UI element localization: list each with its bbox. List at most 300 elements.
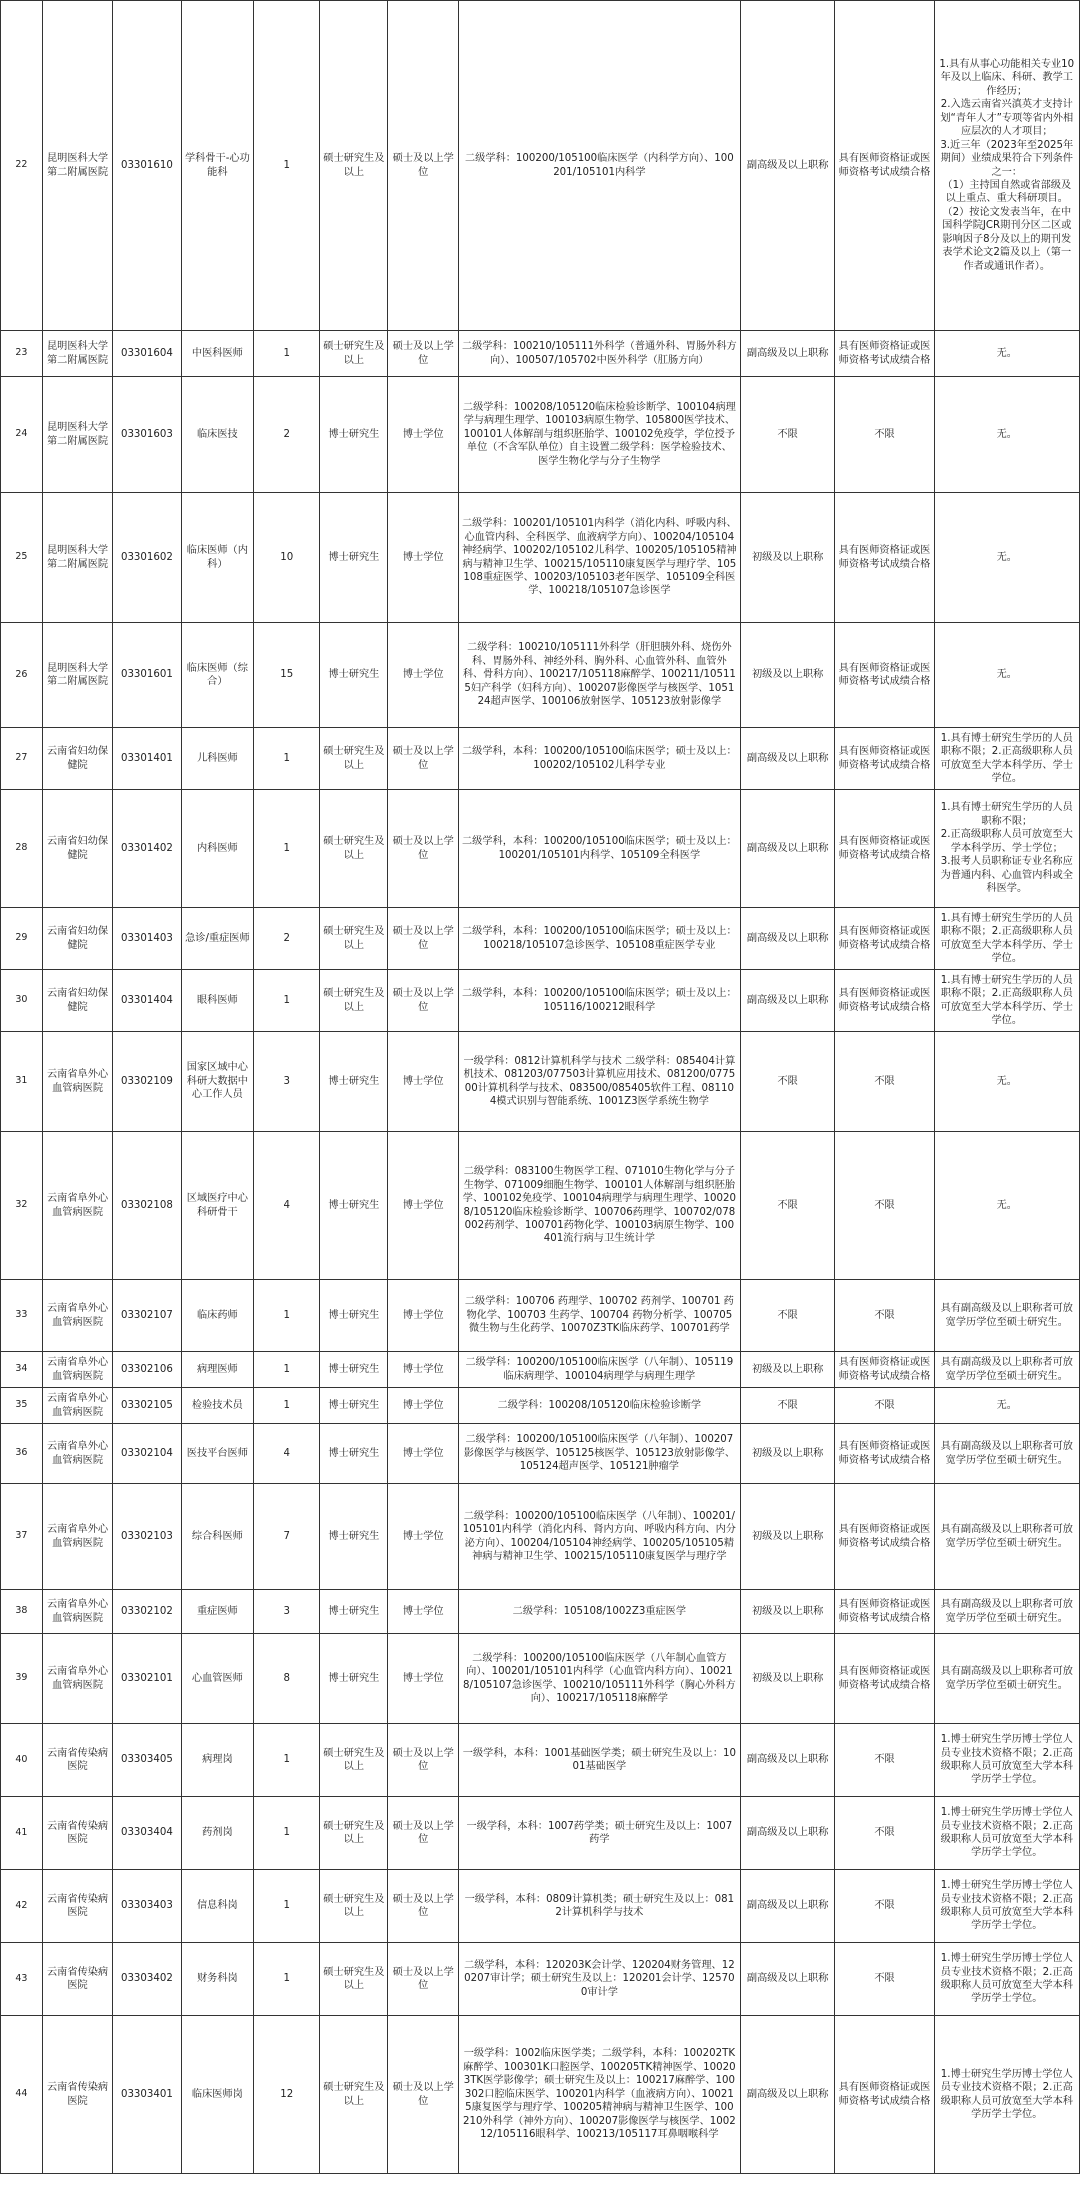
row-number: 38 (1, 1590, 43, 1634)
employer-unit: 昆明医科大学第二附属医院 (42, 1, 112, 331)
hiring-count: 1 (254, 1870, 320, 1943)
qualification-requirement: 不限 (835, 1032, 934, 1132)
education-requirement: 博士研究生 (320, 377, 388, 493)
title-requirement: 副高级及以上职称 (740, 1797, 835, 1870)
remark-line: 1.具有从事心功能相关专业10年及以上临床、科研、教学工作经历； (939, 58, 1075, 97)
remarks (934, 1634, 1079, 1724)
major-requirement: 二级学科：100200/105100临床医学（内科学方向）、100201/105101内科学 (458, 1, 740, 331)
row-number: 36 (1, 1424, 43, 1484)
row-number: 32 (1, 1132, 43, 1280)
position-code: 03303404 (113, 1797, 181, 1870)
education-requirement: 博士研究生 (320, 493, 388, 623)
table-body (1, 1, 1080, 2174)
degree-requirement: 硕士及以上学位 (388, 908, 458, 970)
title-requirement: 初级及以上职称 (740, 1634, 835, 1724)
table-row (1, 790, 1080, 908)
hiring-count: 1 (254, 1352, 320, 1388)
employer-unit: 云南省阜外心血管病医院 (42, 1280, 112, 1352)
table-row (1, 331, 1080, 377)
remark-line: 具有副高级及以上职称者可放宽学历学位至硕士研究生。 (940, 1599, 1073, 1624)
education-requirement: 硕士研究生及以上 (320, 790, 388, 908)
education-requirement: 硕士研究生及以上 (320, 1797, 388, 1870)
major-requirement: 二级学科，本科：100200/105100临床医学；硕士及以上：100201/105101内科学、105109全科医学 (458, 790, 740, 908)
degree-requirement: 博士学位 (388, 493, 458, 623)
position-code: 03302108 (113, 1132, 181, 1280)
remarks (934, 1352, 1079, 1388)
employer-unit: 云南省妇幼保健院 (42, 970, 112, 1032)
employer-unit: 云南省妇幼保健院 (42, 728, 112, 790)
remarks (934, 1943, 1079, 2016)
title-requirement: 副高级及以上职称 (740, 1, 835, 331)
remark-line: 无。 (996, 1199, 1017, 1211)
hiring-count: 2 (254, 377, 320, 493)
major-requirement: 二级学科，本科：100200/105100临床医学；硕士及以上：100202/105102儿科学专业 (458, 728, 740, 790)
remark-line: 1.博士研究生学历博士学位人员专业技术资格不限；2.正高级职称人员可放宽至大学本科学历学士学位。 (940, 1734, 1073, 1786)
remark-line: 1.博士研究生学历博士学位人员专业技术资格不限；2.正高级职称人员可放宽至大学本科学历学士学位。 (940, 1807, 1073, 1859)
major-requirement: 二级学科：100201/105101内科学（消化内科、呼吸内科、心血管内科、全科医学、血液病学方向）、100204/105104神经病学、100202/105102儿科学、100205/105105精神病与精神卫生学、100215/105110康复医学与理疗学、105108重症医学、100203/105103老年医学、105109全科医学、100218/105107急诊医学 (458, 493, 740, 623)
hiring-count: 3 (254, 1590, 320, 1634)
degree-requirement: 硕士及以上学位 (388, 1943, 458, 2016)
row-number: 44 (1, 2016, 43, 2174)
hiring-count: 1 (254, 970, 320, 1032)
title-requirement: 初级及以上职称 (740, 1424, 835, 1484)
remarks (934, 1590, 1079, 1634)
title-requirement: 不限 (740, 377, 835, 493)
education-requirement: 博士研究生 (320, 1484, 388, 1590)
position-code: 03301602 (113, 493, 181, 623)
table-row (1, 728, 1080, 790)
remarks (934, 1424, 1079, 1484)
remark-line: 1.博士研究生学历博士学位人员专业技术资格不限；2.正高级职称人员可放宽至大学本科学历学士学位。 (940, 1953, 1073, 2005)
qualification-requirement: 不限 (835, 1280, 934, 1352)
remarks (934, 1388, 1079, 1424)
title-requirement: 副高级及以上职称 (740, 1870, 835, 1943)
table-row (1, 1388, 1080, 1424)
major-requirement: 二级学科，本科：120203K会计学、120204财务管理、120207审计学；硕士研究生及以上：120201会计学、125700审计学 (458, 1943, 740, 2016)
hiring-count: 1 (254, 728, 320, 790)
remark-line: 具有副高级及以上职称者可放宽学历学位至硕士研究生。 (940, 1303, 1073, 1328)
major-requirement: 二级学科：100210/105111外科学（肝胆胰外科、烧伤外科、胃肠外科、神经外科、胸外科、心血管外科、血管外科、骨科方向）、100217/105118麻醉学、100211/105115妇产科学（妇科方向）、100207影像医学与核医学、105124超声医学、100106放射医学、105123放射影像学 (458, 623, 740, 728)
position-code: 03301403 (113, 908, 181, 970)
degree-requirement: 硕士及以上学位 (388, 2016, 458, 2174)
remark-line: 无。 (996, 347, 1017, 359)
remark-line: 具有副高级及以上职称者可放宽学历学位至硕士研究生。 (940, 1666, 1073, 1691)
row-number: 40 (1, 1724, 43, 1797)
position-name: 病理医师 (181, 1352, 254, 1388)
row-number: 22 (1, 1, 43, 331)
position-code: 03302107 (113, 1280, 181, 1352)
qualification-requirement: 不限 (835, 1870, 934, 1943)
remarks (934, 377, 1079, 493)
remark-line: （1）主持国自然或省部级及以上重点、重大科研项目。 (942, 179, 1072, 205)
position-name: 临床医师（综合） (181, 623, 254, 728)
position-name: 区域医疗中心科研骨干 (181, 1132, 254, 1280)
education-requirement: 硕士研究生及以上 (320, 1724, 388, 1797)
remarks (934, 493, 1079, 623)
remarks (934, 970, 1079, 1032)
remark-line: 1.具有博士研究生学历的人员职称不限；2.正高级职称人员可放宽至大学本科学历、学士学位。 (940, 732, 1073, 784)
qualification-requirement: 具有医师资格证或医师资格考试成绩合格 (835, 908, 934, 970)
hiring-count: 1 (254, 1797, 320, 1870)
qualification-requirement: 具有医师资格证或医师资格考试成绩合格 (835, 1352, 934, 1388)
education-requirement: 硕士研究生及以上 (320, 331, 388, 377)
position-name: 病理岗 (181, 1724, 254, 1797)
title-requirement: 副高级及以上职称 (740, 1724, 835, 1797)
position-code: 03301404 (113, 970, 181, 1032)
major-requirement: 二级学科，本科：100200/105100临床医学；硕士及以上：100218/105107急诊医学、105108重症医学专业 (458, 908, 740, 970)
remarks (934, 1032, 1079, 1132)
table-row (1, 1484, 1080, 1590)
position-name: 信息科岗 (181, 1870, 254, 1943)
degree-requirement: 硕士及以上学位 (388, 1870, 458, 1943)
hiring-count: 2 (254, 908, 320, 970)
education-requirement: 硕士研究生及以上 (320, 728, 388, 790)
qualification-requirement: 不限 (835, 377, 934, 493)
position-code: 03301401 (113, 728, 181, 790)
remarks (934, 908, 1079, 970)
major-requirement: 二级学科：083100生物医学工程、071010生物化学与分子生物学、071009细胞生物学、100101人体解剖与组织胚胎学、100102免疫学、100104病理学与病理生理学、100208/105120临床检验诊断学、100706药理学、100702/078002药剂学、100701药物化学、100103病原生物学、100401流行病与卫生统计学 (458, 1132, 740, 1280)
qualification-requirement: 不限 (835, 1724, 934, 1797)
remarks (934, 728, 1079, 790)
remark-line: 2.入选云南省兴滇英才支持计划“青年人才”专项等省内外相应层次的人才项目； (940, 99, 1074, 138)
position-code: 03301603 (113, 377, 181, 493)
position-code: 03303403 (113, 1870, 181, 1943)
position-name: 中医科医师 (181, 331, 254, 377)
major-requirement: 二级学科：100208/105120临床检验诊断学、100104病理学与病理生理学、100103病原生物学、105800医学技术、100101人体解剖与组织胚胎学、100102免疫学，学位授予单位（不含军队单位）自主设置二级学科：医学检验技术、医学生物化学与分子生物学 (458, 377, 740, 493)
position-name: 急诊/重症医师 (181, 908, 254, 970)
position-code: 03302101 (113, 1634, 181, 1724)
employer-unit: 云南省传染病医院 (42, 1870, 112, 1943)
position-code: 03302109 (113, 1032, 181, 1132)
remark-line: 无。 (996, 428, 1017, 440)
position-name: 临床药师 (181, 1280, 254, 1352)
degree-requirement: 博士学位 (388, 1484, 458, 1590)
degree-requirement: 硕士及以上学位 (388, 790, 458, 908)
hiring-count: 8 (254, 1634, 320, 1724)
education-requirement: 硕士研究生及以上 (320, 908, 388, 970)
row-number: 31 (1, 1032, 43, 1132)
title-requirement: 副高级及以上职称 (740, 1943, 835, 2016)
qualification-requirement: 具有医师资格证或医师资格考试成绩合格 (835, 1634, 934, 1724)
position-code: 03303402 (113, 1943, 181, 2016)
employer-unit: 昆明医科大学第二附属医院 (42, 493, 112, 623)
degree-requirement: 博士学位 (388, 1424, 458, 1484)
position-name: 检验技术员 (181, 1388, 254, 1424)
position-name: 重症医师 (181, 1590, 254, 1634)
title-requirement: 副高级及以上职称 (740, 908, 835, 970)
position-name: 内科医师 (181, 790, 254, 908)
position-name: 药剂岗 (181, 1797, 254, 1870)
remarks (934, 1132, 1079, 1280)
hiring-count: 1 (254, 1388, 320, 1424)
degree-requirement: 博士学位 (388, 623, 458, 728)
degree-requirement: 硕士及以上学位 (388, 728, 458, 790)
education-requirement: 硕士研究生及以上 (320, 2016, 388, 2174)
education-requirement: 博士研究生 (320, 1280, 388, 1352)
employer-unit: 昆明医科大学第二附属医院 (42, 623, 112, 728)
employer-unit: 云南省阜外心血管病医院 (42, 1132, 112, 1280)
row-number: 34 (1, 1352, 43, 1388)
remark-line: 1.具有博士研究生学历的人员职称不限； (940, 802, 1073, 827)
major-requirement: 一级学科，本科：1001基础医学类；硕士研究生及以上：1001基础医学 (458, 1724, 740, 1797)
qualification-requirement: 具有医师资格证或医师资格考试成绩合格 (835, 728, 934, 790)
degree-requirement: 博士学位 (388, 377, 458, 493)
remark-line: 3.近三年（2023年至2025年期间）业绩成果符合下列条件之一： (940, 139, 1074, 178)
remark-line: （2）按论文发表当年，在中国科学院JCR期刊分区二区或影响因子8分及以上的期刊发表学术论文2篇及以上（第一作者或通讯作者）。 (942, 206, 1072, 272)
major-requirement: 一级学科：1002临床医学类；二级学科，本科：100202TK麻醉学、100301K口腔医学、100205TK精神医学、100203TK医学影像学；硕士研究生及以上：100217麻醉学、100302口腔临床医学、100201内科学（血液病方向）、100215康复医学与理疗学、100205精神病与精神卫生医学、100210外科学（神外方向）、100207影像医学与核医学、100212/105116眼科学、100213/105117耳鼻咽喉科学 (458, 2016, 740, 2174)
position-code: 03301604 (113, 331, 181, 377)
remarks (934, 1280, 1079, 1352)
employer-unit: 云南省传染病医院 (42, 1797, 112, 1870)
table-row (1, 1424, 1080, 1484)
qualification-requirement: 不限 (835, 1797, 934, 1870)
title-requirement: 副高级及以上职称 (740, 331, 835, 377)
table-row (1, 908, 1080, 970)
title-requirement: 副高级及以上职称 (740, 970, 835, 1032)
employer-unit: 云南省传染病医院 (42, 1724, 112, 1797)
degree-requirement: 博士学位 (388, 1132, 458, 1280)
remark-line: 2.正高级职称人员可放宽至大学本科学历、学士学位； (940, 829, 1073, 854)
employer-unit: 昆明医科大学第二附属医院 (42, 377, 112, 493)
major-requirement: 二级学科：100200/105100临床医学（八年制）、100207影像医学与核医学、105125核医学、105123放射影像学、105124超声医学、105121肿瘤学 (458, 1424, 740, 1484)
qualification-requirement: 具有医师资格证或医师资格考试成绩合格 (835, 790, 934, 908)
major-requirement: 二级学科，本科：100200/105100临床医学；硕士及以上：105116/100212眼科学 (458, 970, 740, 1032)
row-number: 26 (1, 623, 43, 728)
major-requirement: 二级学科：100200/105100临床医学（八年制）、100201/105101内科学（消化内科、肾内方向、呼吸内科方向、内分泌方向）、100204/105104神经病学、100205/105105精神病与精神卫生学、100215/105110康复医学与理疗学 (458, 1484, 740, 1590)
table-row (1, 970, 1080, 1032)
education-requirement: 硕士研究生及以上 (320, 1870, 388, 1943)
row-number: 25 (1, 493, 43, 623)
hiring-count: 7 (254, 1484, 320, 1590)
major-requirement: 一级学科，本科：1007药学类；硕士研究生及以上：1007药学 (458, 1797, 740, 1870)
degree-requirement: 硕士及以上学位 (388, 1797, 458, 1870)
education-requirement: 硕士研究生及以上 (320, 1943, 388, 2016)
hiring-count: 15 (254, 623, 320, 728)
table-row (1, 1, 1080, 331)
position-name: 国家区域中心科研大数据中心工作人员 (181, 1032, 254, 1132)
degree-requirement: 硕士及以上学位 (388, 1, 458, 331)
education-requirement: 博士研究生 (320, 1352, 388, 1388)
table-row (1, 623, 1080, 728)
major-requirement: 二级学科：100200/105100临床医学（八年制心血管方向）、100201/105101内科学（心血管内科方向）、100218/105107急诊医学、100210/105111外科学（胸心外科方向）、100217/105118麻醉学 (458, 1634, 740, 1724)
qualification-requirement: 不限 (835, 1388, 934, 1424)
row-number: 43 (1, 1943, 43, 2016)
title-requirement: 副高级及以上职称 (740, 728, 835, 790)
employer-unit: 云南省传染病医院 (42, 1943, 112, 2016)
remark-line: 1.博士研究生学历博士学位人员专业技术资格不限；2.正高级职称人员可放宽至大学本科学历学士学位。 (940, 1880, 1073, 1932)
table-row (1, 1590, 1080, 1634)
remark-line: 具有副高级及以上职称者可放宽学历学位至硕士研究生。 (940, 1524, 1073, 1549)
major-requirement: 一级学科，本科：0809计算机类；硕士研究生及以上：0812计算机科学与技术 (458, 1870, 740, 1943)
position-code: 03302102 (113, 1590, 181, 1634)
table-row (1, 1870, 1080, 1943)
remark-line: 具有副高级及以上职称者可放宽学历学位至硕士研究生。 (940, 1441, 1073, 1466)
degree-requirement: 硕士及以上学位 (388, 1724, 458, 1797)
row-number: 41 (1, 1797, 43, 1870)
hiring-count: 12 (254, 2016, 320, 2174)
hiring-count: 1 (254, 1724, 320, 1797)
position-name: 医技平台医师 (181, 1424, 254, 1484)
title-requirement: 初级及以上职称 (740, 493, 835, 623)
remark-line: 1.具有博士研究生学历的人员职称不限；2.正高级职称人员可放宽至大学本科学历、学士学位。 (940, 974, 1073, 1026)
education-requirement: 硕士研究生及以上 (320, 1, 388, 331)
major-requirement: 二级学科：105108/1002Z3重症医学 (458, 1590, 740, 1634)
qualification-requirement: 具有医师资格证或医师资格考试成绩合格 (835, 2016, 934, 2174)
employer-unit: 云南省妇幼保健院 (42, 908, 112, 970)
hiring-count: 4 (254, 1132, 320, 1280)
position-name: 学科骨干-心功能科 (181, 1, 254, 331)
position-name: 心血管医师 (181, 1634, 254, 1724)
hiring-count: 1 (254, 331, 320, 377)
position-code: 03302106 (113, 1352, 181, 1388)
position-name: 儿科医师 (181, 728, 254, 790)
education-requirement: 博士研究生 (320, 1388, 388, 1424)
remarks (934, 1484, 1079, 1590)
employer-unit: 云南省阜外心血管病医院 (42, 1634, 112, 1724)
hiring-count: 4 (254, 1424, 320, 1484)
remarks (934, 790, 1079, 908)
degree-requirement: 博士学位 (388, 1388, 458, 1424)
table-row (1, 1797, 1080, 1870)
title-requirement: 不限 (740, 1032, 835, 1132)
position-code: 03301402 (113, 790, 181, 908)
employer-unit: 云南省阜外心血管病医院 (42, 1388, 112, 1424)
major-requirement: 二级学科：100208/105120临床检验诊断学 (458, 1388, 740, 1424)
remark-line: 无。 (996, 1399, 1017, 1411)
position-name: 财务科岗 (181, 1943, 254, 2016)
table-row (1, 377, 1080, 493)
major-requirement: 二级学科：100210/105111外科学（普通外科、胃肠外科方向）、100507/105702中医外科学（肛肠方向） (458, 331, 740, 377)
qualification-requirement: 具有医师资格证或医师资格考试成绩合格 (835, 1590, 934, 1634)
title-requirement: 不限 (740, 1388, 835, 1424)
row-number: 37 (1, 1484, 43, 1590)
table-row (1, 2016, 1080, 2174)
remark-line: 3.报考人员职称证专业名称应为普通内科、心血管内科或全科医学。 (940, 856, 1073, 895)
degree-requirement: 博士学位 (388, 1280, 458, 1352)
hiring-count: 1 (254, 1943, 320, 2016)
position-code: 03301610 (113, 1, 181, 331)
position-name: 眼科医师 (181, 970, 254, 1032)
remark-line: 1.具有博士研究生学历的人员职称不限；2.正高级职称人员可放宽至大学本科学历、学士学位。 (940, 912, 1073, 964)
hiring-count: 1 (254, 1280, 320, 1352)
title-requirement: 初级及以上职称 (740, 623, 835, 728)
remarks (934, 1724, 1079, 1797)
table-row (1, 1724, 1080, 1797)
row-number: 39 (1, 1634, 43, 1724)
qualification-requirement: 不限 (835, 1943, 934, 2016)
qualification-requirement: 具有医师资格证或医师资格考试成绩合格 (835, 1424, 934, 1484)
row-number: 23 (1, 331, 43, 377)
employer-unit: 云南省传染病医院 (42, 2016, 112, 2174)
title-requirement: 初级及以上职称 (740, 1590, 835, 1634)
employer-unit: 云南省阜外心血管病医院 (42, 1032, 112, 1132)
employer-unit: 云南省阜外心血管病医院 (42, 1590, 112, 1634)
position-name: 综合科医师 (181, 1484, 254, 1590)
title-requirement: 不限 (740, 1280, 835, 1352)
qualification-requirement: 具有医师资格证或医师资格考试成绩合格 (835, 493, 934, 623)
degree-requirement: 硕士及以上学位 (388, 331, 458, 377)
table-row (1, 1132, 1080, 1280)
position-code: 03301601 (113, 623, 181, 728)
title-requirement: 副高级及以上职称 (740, 2016, 835, 2174)
education-requirement: 博士研究生 (320, 1424, 388, 1484)
remarks (934, 331, 1079, 377)
row-number: 42 (1, 1870, 43, 1943)
qualification-requirement: 具有医师资格证或医师资格考试成绩合格 (835, 1484, 934, 1590)
table-row (1, 1634, 1080, 1724)
qualification-requirement: 不限 (835, 1132, 934, 1280)
education-requirement: 博士研究生 (320, 1032, 388, 1132)
position-name: 临床医师（内科） (181, 493, 254, 623)
row-number: 24 (1, 377, 43, 493)
title-requirement: 初级及以上职称 (740, 1484, 835, 1590)
position-code: 03302103 (113, 1484, 181, 1590)
position-code: 03303401 (113, 2016, 181, 2174)
major-requirement: 二级学科：100706 药理学、100702 药剂学、100701 药物化学、100703 生药学、100704 药物分析学、100705 微生物与生化药学、10070Z3TK临床药学、100701药学 (458, 1280, 740, 1352)
education-requirement: 硕士研究生及以上 (320, 970, 388, 1032)
remarks (934, 623, 1079, 728)
degree-requirement: 博士学位 (388, 1590, 458, 1634)
position-code: 03302105 (113, 1388, 181, 1424)
hiring-count: 1 (254, 790, 320, 908)
education-requirement: 博士研究生 (320, 1634, 388, 1724)
qualification-requirement: 具有医师资格证或医师资格考试成绩合格 (835, 970, 934, 1032)
major-requirement: 一级学科：0812计算机科学与技术 二级学科：085404计算机技术、081203/077503计算机应用技术、081200/077500计算机科学与技术、083500/085405软件工程、081104模式识别与智能系统、1001Z3医学系统生物学 (458, 1032, 740, 1132)
table-row (1, 1280, 1080, 1352)
degree-requirement: 博士学位 (388, 1352, 458, 1388)
row-number: 35 (1, 1388, 43, 1424)
remarks (934, 2016, 1079, 2174)
table-row (1, 1352, 1080, 1388)
hiring-count: 10 (254, 493, 320, 623)
position-code: 03303405 (113, 1724, 181, 1797)
position-name: 临床医技 (181, 377, 254, 493)
remark-line: 无。 (996, 1075, 1017, 1087)
employer-unit: 云南省阜外心血管病医院 (42, 1424, 112, 1484)
degree-requirement: 硕士及以上学位 (388, 970, 458, 1032)
title-requirement: 副高级及以上职称 (740, 790, 835, 908)
position-code: 03302104 (113, 1424, 181, 1484)
employer-unit: 云南省妇幼保健院 (42, 790, 112, 908)
row-number: 33 (1, 1280, 43, 1352)
employer-unit: 昆明医科大学第二附属医院 (42, 331, 112, 377)
remarks (934, 1870, 1079, 1943)
title-requirement: 初级及以上职称 (740, 1352, 835, 1388)
remark-line: 具有副高级及以上职称者可放宽学历学位至硕士研究生。 (940, 1357, 1073, 1382)
remark-line: 1.博士研究生学历博士学位人员专业技术资格不限；2.正高级职称人员可放宽至大学本科学历学士学位。 (940, 2068, 1073, 2120)
employer-unit: 云南省阜外心血管病医院 (42, 1484, 112, 1590)
hiring-count: 1 (254, 1, 320, 331)
table-row (1, 493, 1080, 623)
row-number: 30 (1, 970, 43, 1032)
education-requirement: 博士研究生 (320, 1132, 388, 1280)
remarks (934, 1, 1079, 331)
degree-requirement: 博士学位 (388, 1032, 458, 1132)
qualification-requirement: 具有医师资格证或医师资格考试成绩合格 (835, 623, 934, 728)
hiring-count: 3 (254, 1032, 320, 1132)
qualification-requirement: 具有医师资格证或医师资格考试成绩合格 (835, 331, 934, 377)
education-requirement: 博士研究生 (320, 1590, 388, 1634)
row-number: 27 (1, 728, 43, 790)
education-requirement: 博士研究生 (320, 623, 388, 728)
employer-unit: 云南省阜外心血管病医院 (42, 1352, 112, 1388)
remarks (934, 1797, 1079, 1870)
table-row (1, 1943, 1080, 2016)
major-requirement: 二级学科：100200/105100临床医学（八年制）、105119临床病理学、100104病理学与病理生理学 (458, 1352, 740, 1388)
remark-line: 无。 (996, 669, 1017, 681)
row-number: 29 (1, 908, 43, 970)
table-row (1, 1032, 1080, 1132)
